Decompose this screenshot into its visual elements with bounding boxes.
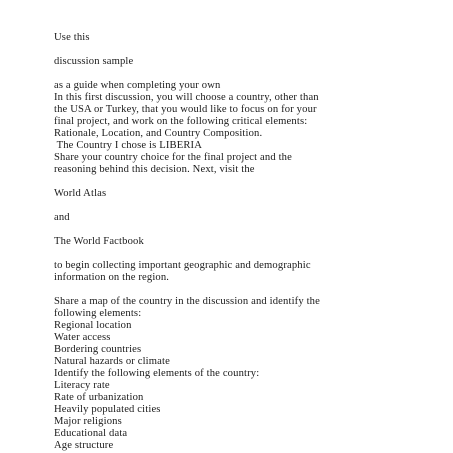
text-line: Water access xyxy=(54,332,111,343)
text-line: Share your country choice for the final project and the xyxy=(54,152,292,163)
text-line: as a guide when completing your own xyxy=(54,80,221,91)
text-line: Share a map of the country in the discussion and identify the xyxy=(54,296,320,307)
text-line: In this first discussion, you will choose a country, other than xyxy=(54,92,319,103)
text-line: World Atlas xyxy=(54,188,107,199)
text-line: Major religions xyxy=(54,416,122,427)
text-line: Identify the following elements of the country: xyxy=(54,368,260,379)
text-line: Educational data xyxy=(54,428,128,439)
text-line: following elements: xyxy=(54,308,142,319)
text-line: final project, and work on the following critical elements: xyxy=(54,116,308,127)
text-line: information on the region. xyxy=(54,272,170,283)
text-line: to begin collecting important geographic and demographic xyxy=(54,260,311,271)
text-line: The Country I chose is LIBERIA xyxy=(54,140,203,151)
text-line: Age structure xyxy=(54,440,114,451)
text-line: Use this xyxy=(54,32,90,43)
text-line: Natural hazards or climate xyxy=(54,356,170,367)
text-line: reasoning behind this decision. Next, visit the xyxy=(54,164,255,175)
text-line: and xyxy=(54,212,70,223)
text-line: Regional location xyxy=(54,320,132,331)
text-line: the USA or Turkey, that you would like to focus on for your xyxy=(54,104,317,115)
text-line: Heavily populated cities xyxy=(54,404,161,415)
text-line: Literacy rate xyxy=(54,380,110,391)
text-line: Rationale, Location, and Country Composition. xyxy=(54,128,263,139)
text-line: Bordering countries xyxy=(54,344,142,355)
text-line: The World Factbook xyxy=(54,236,144,247)
text-line: Rate of urbanization xyxy=(54,392,144,403)
text-line: discussion sample xyxy=(54,56,134,67)
